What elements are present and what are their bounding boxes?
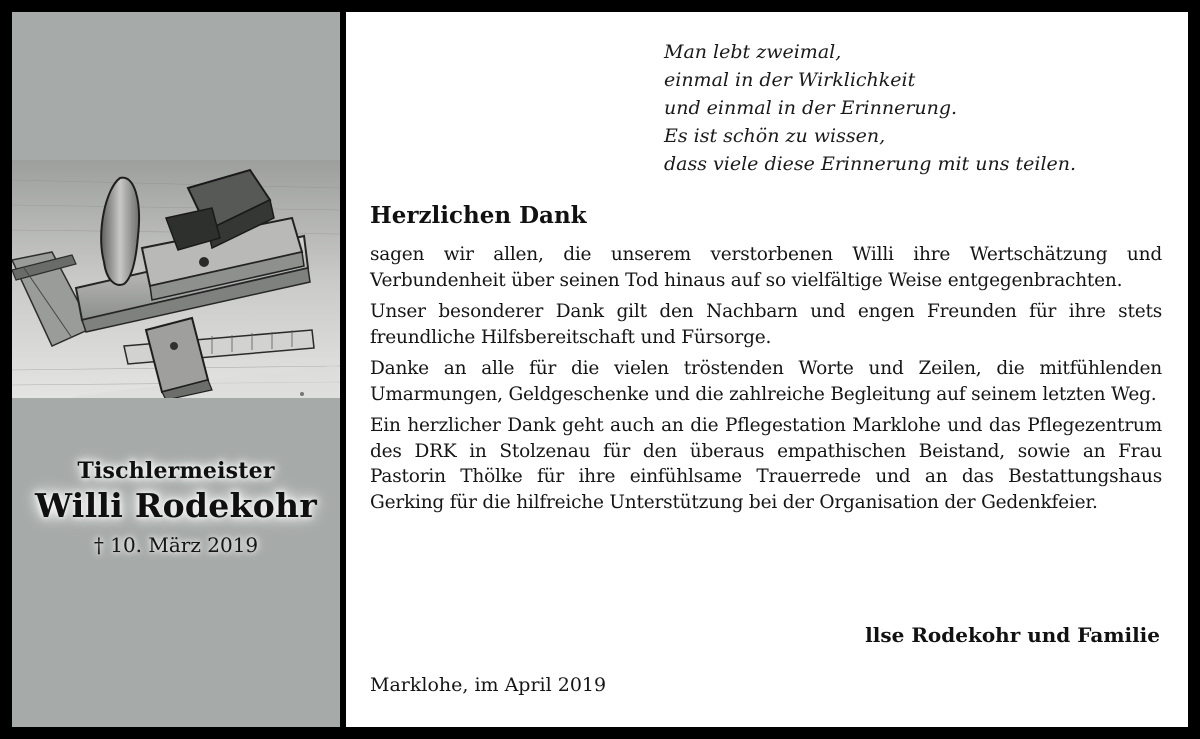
deceased-name: Willi Rodekohr [34, 486, 318, 525]
poem-line: Es ist schön zu wissen, [664, 125, 886, 147]
poem-line: einmal in der Wirklichkeit [664, 69, 916, 91]
thanks-paragraph: Danke an alle für die vielen tröstenden Worte und Zeilen, die mitfühlenden Umarmungen, Geldgeschenke und die zahlreiche Begleitung auf seinem letzten Weg. [370, 358, 1162, 405]
poem-line: dass viele diese Erinnerung mit uns teilen. [664, 153, 1077, 175]
woodworking-tools-sketch [12, 160, 340, 398]
thanks-paragraph: Ein herzlicher Dank geht auch an die Pflegestation Marklohe und das Pflegezentrum des DRK in Stolzenau für den überaus empathischen Beistand, sowie an Frau Pastorin Thölke für ihre einfühlsame Trauerrede und an das Bestattungshaus Gerking für die hilfreiche Unterstützung bei der Organisation der Gedenkfeier. [370, 415, 1162, 513]
message-panel [346, 12, 1188, 727]
thanks-heading: Herzlichen Dank [370, 202, 587, 229]
family-signature: llse Rodekohr und Familie [865, 623, 1160, 647]
poem-line: Man lebt zweimal, [664, 41, 842, 63]
occupation-title: Tischlermeister [77, 458, 275, 484]
poem-line: und einmal in der Erinnerung. [664, 97, 958, 119]
deceased-info [12, 458, 340, 557]
death-date: † 10. März 2019 [93, 533, 259, 557]
thanks-text [370, 242, 1162, 521]
place-date: Marklohe, im April 2019 [370, 674, 607, 696]
thanks-paragraph: sagen wir allen, die unserem verstorbenen Willi ihre Wertschätzung und Verbundenheit über seinen Tod hinaus auf so vielfältige Weise entgegenbrachten. [370, 244, 1162, 291]
thanks-paragraph: Unser besonderer Dank gilt den Nachbarn und engen Freunden für ihre stets freundliche Hilfsbereitschaft und Fürsorge. [370, 301, 1162, 348]
memorial-poem [664, 38, 1076, 178]
